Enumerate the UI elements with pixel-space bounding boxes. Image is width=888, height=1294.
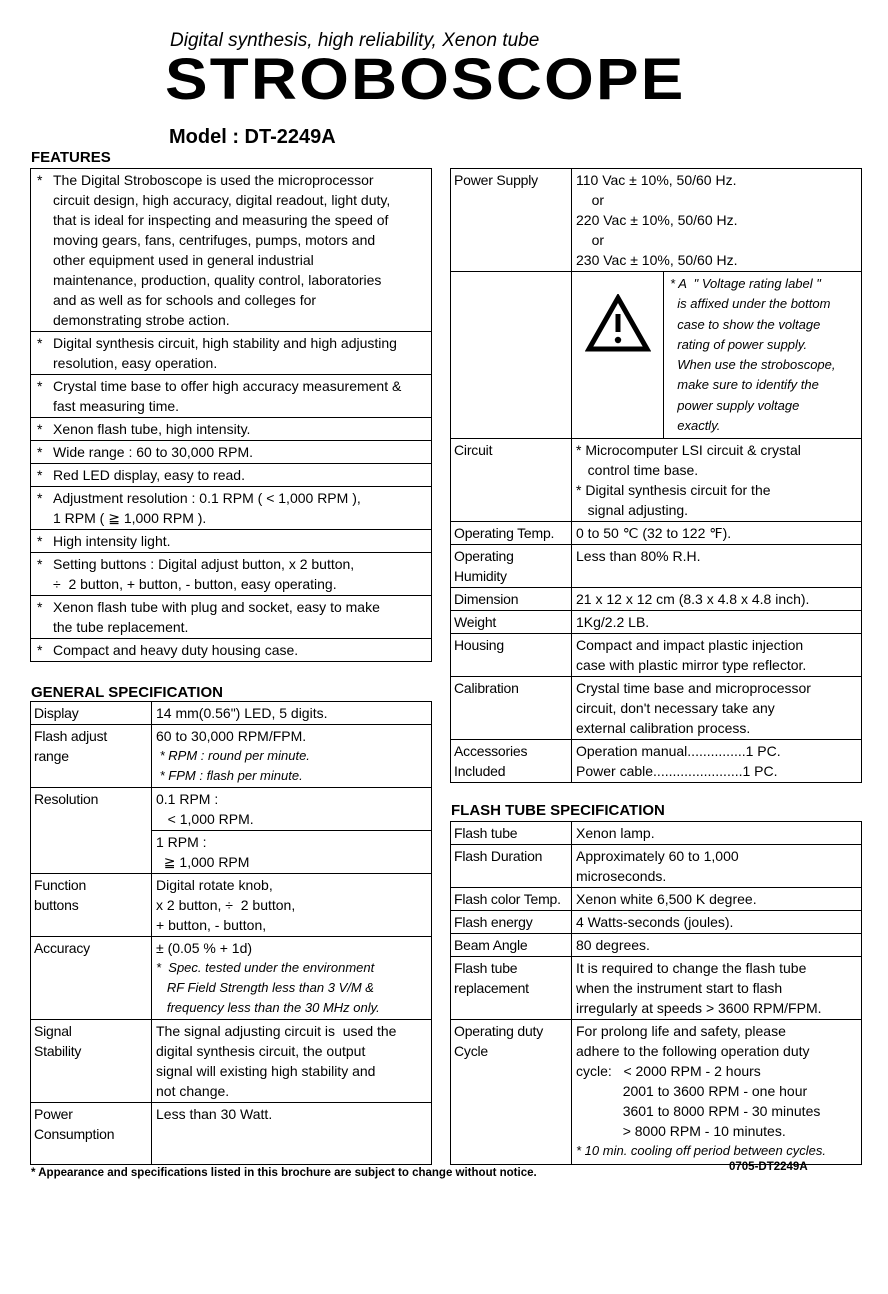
- flash-tube-specification-table: [450, 821, 862, 1165]
- power-spec-row: [451, 438, 861, 521]
- general-spec-row: [31, 702, 431, 724]
- spec-label: [31, 937, 152, 1019]
- power-spec-row: [451, 633, 861, 676]
- feature-bullet: *: [37, 378, 43, 394]
- feature-item: [31, 169, 431, 331]
- spec-value-block: [572, 1020, 861, 1162]
- flash-spec-row: [451, 910, 861, 933]
- spec-value: [572, 934, 861, 956]
- spec-label-line: Power: [34, 1106, 73, 1122]
- feature-line: Wide range : 60 to 30,000 RPM.: [53, 444, 253, 460]
- spec-label: [451, 1020, 572, 1164]
- value-line: Power cable.......................1 PC.: [576, 763, 778, 780]
- spec-value: [572, 957, 861, 1019]
- value-line: 1Kg/2.2 LB.: [576, 614, 650, 631]
- flash-tube-specification-heading: FLASH TUBE SPECIFICATION: [451, 802, 665, 819]
- spec-value-block: [152, 830, 431, 873]
- feature-line: other equipment used in general industrial: [53, 252, 314, 268]
- spec-label: [451, 169, 572, 271]
- features-heading: FEATURES: [31, 149, 111, 166]
- feature-bullet: *: [37, 421, 43, 437]
- spec-label: [31, 874, 152, 936]
- power-spec-row: [451, 610, 861, 633]
- feature-item: [31, 552, 431, 595]
- general-specification-table: [30, 701, 432, 1165]
- spec-label-line: Operating duty: [454, 1023, 544, 1039]
- spec-value: [572, 1020, 861, 1164]
- flash-spec-row: [451, 1019, 861, 1164]
- feature-item: [31, 374, 431, 417]
- spec-label-line: Operating Temp.: [454, 525, 555, 542]
- spec-value: [572, 740, 861, 782]
- note-line: * 10 min. cooling off period between cycles.: [576, 1143, 827, 1158]
- spec-label: [31, 1020, 152, 1102]
- spec-label-line: Flash energy: [454, 914, 533, 930]
- spec-value-block: [572, 611, 861, 633]
- spec-label-line: range: [34, 748, 69, 764]
- spec-label-line: Included: [454, 763, 506, 780]
- feature-item: [31, 463, 431, 486]
- warning-note-line: case to show the voltage: [670, 316, 821, 332]
- feature-text: [53, 531, 431, 551]
- feature-line: Setting buttons : Digital adjust button, x 2 button,: [53, 556, 355, 572]
- spec-value-block: [572, 822, 861, 844]
- spec-value-block: [152, 1020, 431, 1102]
- feature-line: Crystal time base to offer high accuracy measurement &: [53, 378, 402, 394]
- spec-label-line: Function: [34, 877, 87, 893]
- feature-line: moving gears, fans, centrifuges, pumps, motors and: [53, 232, 376, 248]
- note-line: * Spec. tested under the environment: [156, 960, 375, 975]
- warning-note-line: power supply voltage: [670, 397, 800, 413]
- feature-line: fast measuring time.: [53, 398, 180, 414]
- feature-bullet: *: [37, 335, 43, 351]
- spec-label: [31, 1103, 152, 1164]
- spec-value: [572, 677, 861, 739]
- spec-label-line: replacement: [454, 980, 529, 996]
- feature-line: maintenance, production, quality control, laboratories: [53, 272, 382, 288]
- value-line: 220 Vac ± 10%, 50/60 Hz.: [576, 212, 738, 228]
- spec-value-block: [152, 1103, 431, 1125]
- spec-value-block: [152, 937, 431, 1019]
- value-line: * Microcomputer LSI circuit & crystal: [576, 442, 801, 459]
- tagline: Digital synthesis, high reliability, Xenon tube: [170, 30, 540, 51]
- flash-spec-row: [451, 844, 861, 887]
- power-specification-table: [450, 168, 862, 783]
- spec-value: [572, 911, 861, 933]
- spec-label: [31, 725, 152, 787]
- feature-text: [53, 442, 431, 462]
- spec-label-line: Flash Duration: [454, 848, 543, 864]
- general-spec-row: [31, 936, 431, 1019]
- feature-bullet: *: [37, 490, 43, 506]
- spec-value-block: [572, 634, 861, 676]
- spec-label-line: buttons: [34, 897, 79, 913]
- spec-label-line: Housing: [454, 637, 504, 654]
- spec-value-block: [572, 957, 861, 1019]
- feature-text: [53, 376, 431, 416]
- spec-label-line: Humidity: [454, 568, 507, 585]
- power-spec-row: [451, 676, 861, 739]
- spec-value: [152, 937, 431, 1019]
- warning-triangle-icon: [585, 294, 651, 359]
- spec-label-line: Weight: [454, 614, 497, 631]
- spec-value-block: [152, 874, 431, 936]
- spec-label: [451, 934, 572, 956]
- feature-line: 1 RPM ( ≧ 1,000 RPM ).: [53, 510, 207, 526]
- value-line: Digital rotate knob,: [156, 877, 273, 893]
- spec-label: [451, 740, 572, 782]
- value-line: Compact and impact plastic injection: [576, 637, 804, 654]
- value-line: 4 Watts-seconds (joules).: [576, 914, 734, 930]
- spec-label-empty: [451, 272, 572, 438]
- spec-value-block: [572, 677, 861, 739]
- feature-line: Compact and heavy duty housing case.: [53, 642, 299, 658]
- value-line: 230 Vac ± 10%, 50/60 Hz.: [576, 252, 738, 268]
- value-line: Operation manual...............1 PC.: [576, 743, 781, 760]
- feature-line: The Digital Stroboscope is used the microprocessor: [53, 172, 374, 188]
- value-line: not change.: [156, 1083, 230, 1099]
- feature-text: [53, 597, 431, 637]
- value-line: 2001 to 3600 RPM - one hour: [576, 1083, 808, 1099]
- value-line: Less than 30 Watt.: [156, 1106, 273, 1122]
- power-spec-row: [451, 739, 861, 782]
- spec-label: [451, 822, 572, 844]
- feature-line: demonstrating strobe action.: [53, 312, 230, 328]
- power-spec-row: [451, 271, 861, 438]
- feature-item: [31, 529, 431, 552]
- spec-label-line: Power Supply: [454, 172, 538, 188]
- value-line: Xenon white 6,500 K degree.: [576, 891, 757, 907]
- value-line: control time base.: [576, 462, 699, 479]
- value-line: > 8000 RPM - 10 minutes.: [576, 1123, 786, 1139]
- spec-value-block: [152, 702, 431, 724]
- feature-item: [31, 331, 431, 374]
- value-line: ± (0.05 % + 1d): [156, 940, 253, 956]
- warning-note-line: make sure to identify the: [670, 377, 819, 393]
- spec-label: [451, 845, 572, 887]
- value-line: circuit, don't necessary take any: [576, 700, 775, 717]
- flash-spec-row: [451, 933, 861, 956]
- spec-value-block: [572, 169, 861, 271]
- power-spec-row: [451, 544, 861, 587]
- spec-value-block: [572, 588, 861, 610]
- spec-label-line: Accuracy: [34, 940, 90, 956]
- spec-label: [451, 611, 572, 633]
- spec-label-line: Flash tube: [454, 960, 518, 976]
- feature-bullet: *: [37, 467, 43, 483]
- spec-label-line: Stability: [34, 1043, 82, 1059]
- value-line: 0 to 50 ℃ (32 to 122 ℉).: [576, 525, 732, 542]
- value-line: The signal adjusting circuit is used the: [156, 1023, 397, 1039]
- feature-text: [53, 554, 431, 594]
- spec-label: [451, 957, 572, 1019]
- feature-line: Digital synthesis circuit, high stability and high adjusting: [53, 335, 397, 351]
- spec-value-block: [572, 934, 861, 956]
- value-line: 0.1 RPM :: [156, 791, 219, 807]
- value-line: irregularly at speeds > 3600 RPM/FPM.: [576, 1000, 822, 1016]
- value-line: For prolong life and safety, please: [576, 1023, 786, 1039]
- value-line: ≧ 1,000 RPM: [156, 854, 250, 870]
- spec-value-block: [572, 888, 861, 910]
- spec-value-block: [572, 845, 861, 887]
- spec-value: [152, 725, 431, 787]
- feature-line: that is ideal for inspecting and measuring the speed of: [53, 212, 389, 228]
- spec-label-line: Flash tube: [454, 825, 518, 841]
- spec-label-line: Accessories: [454, 743, 528, 760]
- warning-note-line: * A " Voltage rating label ": [670, 276, 821, 291]
- feature-text: [53, 465, 431, 485]
- value-line: * Digital synthesis circuit for the: [576, 482, 771, 499]
- value-line: signal adjusting.: [576, 502, 689, 519]
- feature-bullet: *: [37, 642, 43, 658]
- value-line: adhere to the following operation duty: [576, 1043, 810, 1059]
- spec-label: [31, 702, 152, 724]
- feature-item: [31, 417, 431, 440]
- spec-value: [572, 169, 861, 271]
- value-line: Less than 80% R.H.: [576, 548, 701, 565]
- general-spec-row: [31, 873, 431, 936]
- feature-line: resolution, easy operation.: [53, 355, 218, 371]
- spec-label-line: Display: [34, 705, 79, 721]
- spec-label-line: Flash adjust: [34, 728, 108, 744]
- value-line: Xenon lamp.: [576, 825, 655, 841]
- value-line: Crystal time base and microprocessor: [576, 680, 811, 697]
- spec-value-block: [152, 725, 431, 787]
- spec-label: [451, 634, 572, 676]
- spec-value-block: [152, 788, 431, 830]
- value-line: microseconds.: [576, 868, 667, 884]
- value-line: < 1,000 RPM.: [156, 811, 254, 827]
- warning-note-line: is affixed under the bottom: [670, 296, 831, 312]
- flash-spec-row: [451, 887, 861, 910]
- feature-item: [31, 638, 431, 661]
- value-line: x 2 button, ÷ 2 button,: [156, 897, 296, 913]
- feature-bullet: *: [37, 599, 43, 615]
- value-line: 1 RPM :: [156, 834, 207, 850]
- feature-bullet: *: [37, 444, 43, 460]
- spec-label-line: Dimension: [454, 591, 519, 608]
- note-line: * FPM : flash per minute.: [156, 768, 303, 783]
- spec-value: [572, 545, 861, 587]
- spec-label: [451, 888, 572, 910]
- footer-disclaimer: * Appearance and specifications listed in this brochure are subject to change without notice.: [31, 1167, 537, 1179]
- spec-value: [572, 822, 861, 844]
- spec-label: [451, 522, 572, 544]
- document-number: 0705-DT2249A: [729, 1161, 808, 1173]
- feature-text: [53, 170, 431, 330]
- note-line: RF Field Strength less than 3 V/M &: [156, 980, 374, 995]
- note-line: * RPM : round per minute.: [156, 748, 310, 763]
- spec-label: [451, 911, 572, 933]
- spec-label-line: Calibration: [454, 680, 519, 697]
- value-line: Approximately 60 to 1,000: [576, 848, 739, 864]
- spec-value: [152, 1020, 431, 1102]
- spec-label: [451, 545, 572, 587]
- feature-line: circuit design, high accuracy, digital readout, light duty,: [53, 192, 391, 208]
- spec-value-block: [572, 911, 861, 933]
- general-specification-heading: GENERAL SPECIFICATION: [31, 684, 223, 701]
- warning-note-line: rating of power supply.: [670, 336, 808, 352]
- spec-value: [572, 888, 861, 910]
- spec-label-line: Flash color Temp.: [454, 891, 561, 907]
- warning-note: [664, 272, 861, 438]
- spec-value-block: [572, 439, 861, 521]
- warning-icon-cell: [572, 272, 664, 438]
- power-spec-row: [451, 587, 861, 610]
- feature-text: [53, 333, 431, 373]
- spec-label: [451, 588, 572, 610]
- feature-bullet: *: [37, 556, 43, 572]
- spec-value-block: [572, 522, 861, 544]
- value-line: It is required to change the flash tube: [576, 960, 807, 976]
- spec-value-block: [572, 545, 861, 567]
- value-line: 3601 to 8000 RPM - 30 minutes: [576, 1103, 821, 1119]
- spec-label: [451, 439, 572, 521]
- model-number: Model : DT-2249A: [169, 126, 336, 148]
- value-line: case with plastic mirror type reflector.: [576, 657, 807, 674]
- feature-item: [31, 486, 431, 529]
- value-line: 80 degrees.: [576, 937, 650, 953]
- spec-label-line: Cycle: [454, 1043, 489, 1059]
- spec-value-block: [572, 740, 861, 782]
- feature-text: [53, 640, 431, 660]
- general-spec-row: [31, 1102, 431, 1164]
- spec-value: [572, 439, 861, 521]
- spec-value: [572, 845, 861, 887]
- general-spec-row: [31, 1019, 431, 1102]
- spec-value: [572, 588, 861, 610]
- value-line: digital synthesis circuit, the output: [156, 1043, 366, 1059]
- spec-label-line: Beam Angle: [454, 937, 528, 953]
- general-spec-row: [31, 787, 431, 873]
- spec-value: [572, 634, 861, 676]
- feature-item: [31, 595, 431, 638]
- note-line: frequency less than the 30 MHz only.: [156, 1000, 380, 1015]
- value-line: + button, - button,: [156, 917, 267, 933]
- feature-text: [53, 419, 431, 439]
- spec-value: [572, 611, 861, 633]
- value-line: 14 mm(0.56") LED, 5 digits.: [156, 705, 328, 721]
- feature-bullet: *: [37, 172, 43, 188]
- value-line: when the instrument start to flash: [576, 980, 783, 996]
- spec-label: [451, 677, 572, 739]
- warning-note-line: When use the stroboscope,: [670, 357, 836, 373]
- spec-label-line: Operating: [454, 548, 514, 565]
- feature-line: ÷ 2 button, + button, - button, easy operating.: [53, 576, 337, 592]
- value-line: cycle: < 2000 RPM - 2 hours: [576, 1063, 761, 1079]
- spec-value: [152, 1103, 431, 1164]
- spec-label: [31, 788, 152, 873]
- feature-line: the tube replacement.: [53, 619, 189, 635]
- value-line: 110 Vac ± 10%, 50/60 Hz.: [576, 172, 737, 188]
- flash-spec-row: [451, 822, 861, 844]
- feature-line: Xenon flash tube, high intensity.: [53, 421, 251, 437]
- spec-label-line: Signal: [34, 1023, 72, 1039]
- features-table: [30, 168, 432, 662]
- value-line: 60 to 30,000 RPM/FPM.: [156, 728, 307, 744]
- power-spec-row: [451, 169, 861, 271]
- feature-line: Adjustment resolution : 0.1 RPM ( < 1,000 RPM ),: [53, 490, 361, 506]
- flash-spec-row: [451, 956, 861, 1019]
- value-line: signal will existing high stability and: [156, 1063, 376, 1079]
- feature-bullet: *: [37, 533, 43, 549]
- spec-value: [152, 788, 431, 873]
- value-line: 21 x 12 x 12 cm (8.3 x 4.8 x 4.8 inch).: [576, 591, 810, 608]
- feature-line: Xenon flash tube with plug and socket, easy to make: [53, 599, 380, 615]
- value-line: external calibration process.: [576, 720, 751, 737]
- value-line: or: [576, 232, 605, 248]
- spec-value: [572, 522, 861, 544]
- warning-note-line: exactly.: [670, 418, 721, 434]
- general-spec-row: [31, 724, 431, 787]
- value-line: or: [576, 192, 605, 208]
- feature-text: [53, 488, 431, 528]
- spec-label-line: Circuit: [454, 442, 493, 459]
- product-title: STROBOSCOPE: [165, 47, 686, 112]
- power-spec-row: [451, 521, 861, 544]
- feature-line: and as well as for schools and colleges for: [53, 292, 317, 308]
- feature-item: [31, 440, 431, 463]
- spec-label-line: Resolution: [34, 791, 99, 807]
- feature-line: High intensity light.: [53, 533, 171, 549]
- spec-label-line: Consumption: [34, 1126, 115, 1142]
- spec-value: [152, 874, 431, 936]
- spec-value: [152, 702, 431, 724]
- feature-line: Red LED display, easy to read.: [53, 467, 245, 483]
